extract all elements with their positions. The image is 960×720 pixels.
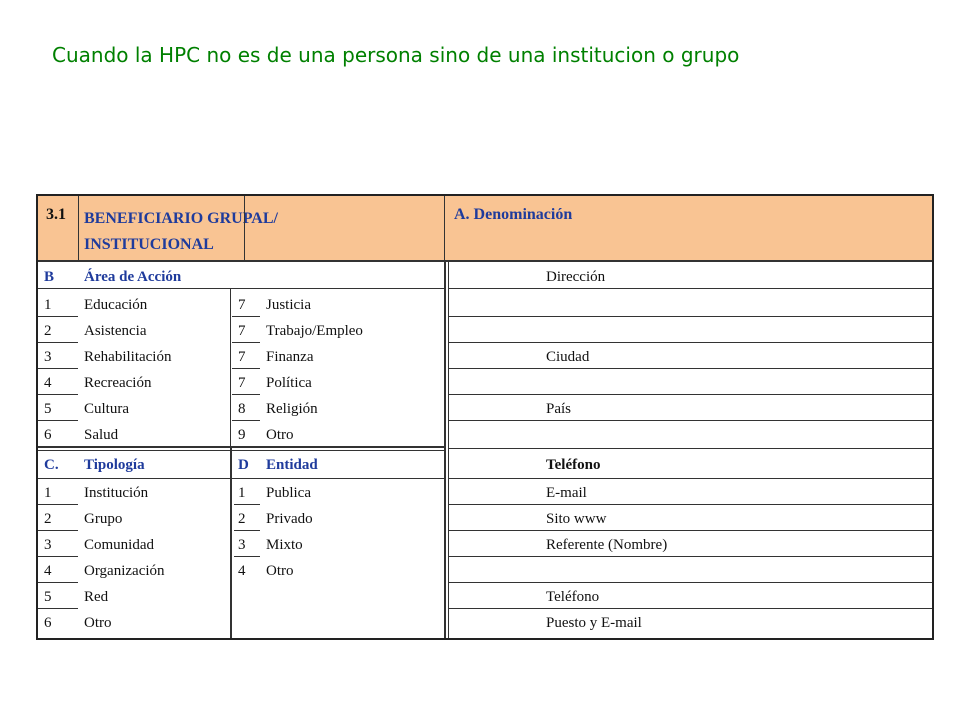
area-code: B: [44, 269, 55, 285]
header-divider: [444, 196, 445, 260]
pais-label: País: [546, 401, 572, 417]
row-line: [38, 420, 78, 421]
area-item-num: 4: [44, 375, 52, 391]
tipologia-item-num: 1: [44, 485, 52, 501]
beneficiary-form: [36, 194, 934, 640]
row-line: [448, 368, 934, 369]
tipologia-item-label: Grupo: [84, 511, 123, 527]
row-line: [232, 342, 260, 343]
tipologia-item-num: 4: [44, 563, 52, 579]
tipologia-item-num: 6: [44, 615, 52, 631]
header-divider: [244, 196, 245, 260]
area-item-num: 7: [238, 349, 246, 365]
entidad-item-label: Privado: [266, 511, 313, 527]
entidad-title: Entidad: [266, 457, 318, 473]
row-line: [448, 394, 934, 395]
tipologia-code: C.: [44, 457, 59, 473]
tipologia-divider: [230, 448, 232, 640]
row-line: [38, 394, 78, 395]
slide-caption: Cuando la HPC no es de una persona sino de una institucion o grupo: [52, 43, 740, 67]
entidad-code: D: [238, 457, 249, 473]
puesto-label: Puesto y E-mail: [546, 615, 642, 631]
row-line: [448, 316, 934, 317]
denominacion-label: A. Denominación: [454, 206, 573, 223]
row-line: [38, 288, 444, 289]
row-line: [448, 420, 934, 421]
entidad-item-label: Mixto: [266, 537, 303, 553]
referente-label: Referente (Nombre): [546, 537, 668, 553]
area-item-label: Recreación: [84, 375, 152, 391]
area-item-label: Asistencia: [84, 323, 147, 339]
sitio-label: Sito www: [546, 511, 607, 527]
entidad-item-label: Otro: [266, 563, 294, 579]
area-title: Área de Acción: [84, 269, 182, 285]
tipologia-item-num: 2: [44, 511, 52, 527]
area-item-num: 6: [44, 427, 52, 443]
area-divider: [230, 288, 231, 446]
area-item-num: 2: [44, 323, 52, 339]
form-header: [38, 196, 932, 262]
row-line: [448, 530, 934, 531]
area-item-label: Salud: [84, 427, 119, 443]
tipologia-item-label: Organización: [84, 563, 165, 579]
area-item-label: Otro: [266, 427, 294, 443]
telefono-label: Teléfono: [546, 589, 600, 605]
tipologia-item-num: 3: [44, 537, 52, 553]
area-item-label: Justicia: [266, 297, 311, 313]
entidad-item-num: 4: [238, 563, 246, 579]
row-line: [38, 342, 78, 343]
section-divider: [38, 450, 444, 451]
direccion-label: Dirección: [546, 269, 606, 285]
entidad-item-label: Publica: [266, 485, 311, 501]
tipologia-item-label: Otro: [84, 615, 112, 631]
tipologia-title: Tipología: [84, 457, 145, 473]
row-line: [234, 556, 260, 557]
column-divider: [448, 260, 449, 640]
area-item-label: Política: [266, 375, 312, 391]
area-item-num: 7: [238, 323, 246, 339]
area-item-label: Rehabilitación: [84, 349, 172, 365]
row-line: [448, 608, 934, 609]
row-line: [232, 394, 260, 395]
row-line: [38, 608, 78, 609]
area-item-num: 5: [44, 401, 52, 417]
row-line: [234, 504, 260, 505]
row-line: [232, 420, 260, 421]
row-line: [448, 342, 934, 343]
row-line: [234, 530, 260, 531]
row-line: [232, 316, 260, 317]
section-number: 3.1: [46, 206, 66, 223]
area-item-label: Educación: [84, 297, 148, 313]
area-item-num: 7: [238, 297, 246, 313]
tipologia-item-num: 5: [44, 589, 52, 605]
row-line: [38, 556, 78, 557]
row-line: [448, 448, 934, 449]
row-line: [38, 530, 78, 531]
row-line: [448, 478, 934, 479]
area-item-num: 3: [44, 349, 52, 365]
area-item-num: 1: [44, 297, 52, 313]
section-divider: [38, 446, 444, 448]
row-line: [448, 582, 934, 583]
area-item-num: 7: [238, 375, 246, 391]
area-item-label: Finanza: [266, 349, 314, 365]
area-item-num: 8: [238, 401, 246, 417]
entidad-item-num: 1: [238, 485, 246, 501]
area-item-label: Trabajo/Empleo: [266, 323, 363, 339]
row-line: [38, 478, 444, 479]
section-title: BENEFICIARIO GRUPAL/ INSTITUCIONAL: [84, 210, 278, 253]
row-line: [448, 504, 934, 505]
entidad-item-num: 2: [238, 511, 246, 527]
row-line: [448, 556, 934, 557]
area-item-label: Cultura: [84, 401, 129, 417]
row-line: [448, 288, 934, 289]
email-label: E-mail: [546, 485, 587, 501]
tipologia-item-label: Comunidad: [84, 537, 154, 553]
row-line: [38, 368, 78, 369]
header-divider: [78, 196, 79, 260]
column-divider: [444, 260, 446, 640]
area-item-num: 9: [238, 427, 246, 443]
row-line: [38, 582, 78, 583]
entidad-item-num: 3: [238, 537, 246, 553]
row-line: [38, 504, 78, 505]
row-line: [232, 368, 260, 369]
tipologia-item-label: Institución: [84, 485, 149, 501]
telefono-header-label: Teléfono: [546, 457, 601, 473]
ciudad-label: Ciudad: [546, 349, 590, 365]
tipologia-item-label: Red: [84, 589, 109, 605]
area-item-label: Religión: [266, 401, 318, 417]
row-line: [38, 316, 78, 317]
